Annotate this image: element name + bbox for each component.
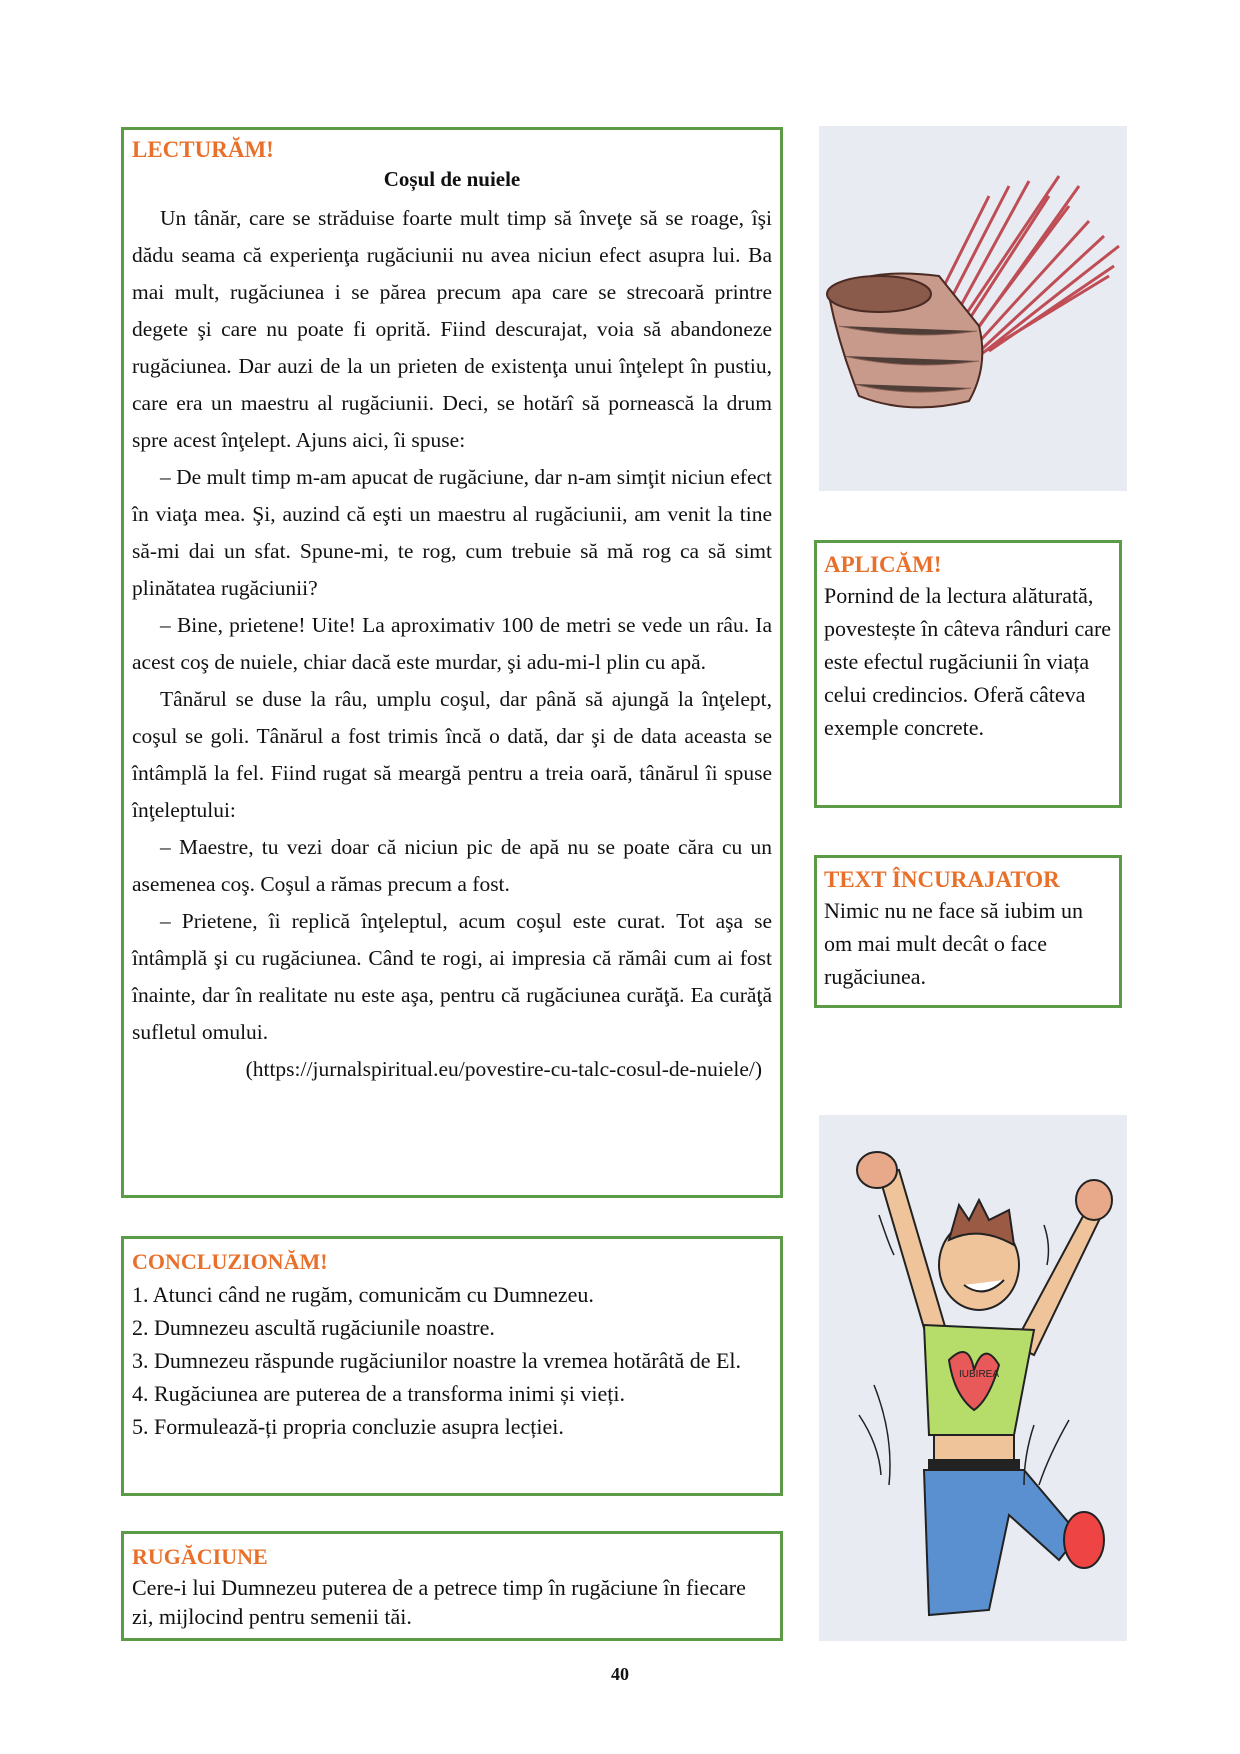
reading-box — [121, 127, 783, 1198]
prayer-heading: RUGĂCIUNE — [132, 1544, 268, 1569]
page-number: 40 — [611, 1664, 629, 1684]
encouraging-text-box — [814, 855, 1122, 1008]
story-paragraph: Tânărul se duse la râu, umplu coşul, dar până să ajungă la înţelept, coşul se goli. Tânărul a fost trimis încă o dată, dar şi de data aceasta se întâmplă la fel. Fiind rugat să meargă pentru a treia oară, tânărul îi spuse înţeleptului: — [132, 687, 772, 822]
story-title: Coșul de nuiele — [383, 167, 521, 191]
conclusion-heading: CONCLUZIONĂM! — [132, 1249, 328, 1274]
apply-heading: APLICĂM! — [824, 552, 942, 577]
conclusion-item: 4. Rugăciunea are puterea de a transforma inimi și vieți. — [132, 1381, 625, 1406]
prayer-text: Cere-i lui Dumnezeu puterea de a petrece timp în rugăciune în fiecare zi, mijlocind pentru semenii tăi. — [132, 1575, 746, 1629]
story-source-link[interactable]: (https://jurnalspiritual.eu/povestire-cu-talc-cosul-de-nuiele/) — [245, 1057, 762, 1081]
encouraging-heading: TEXT ÎNCURAJATOR — [824, 867, 1060, 892]
conclusion-item: 3. Dumnezeu răspunde rugăciunilor noastre la vremea hotărâtă de El. — [132, 1348, 742, 1373]
prayer-box — [121, 1531, 783, 1641]
boy-drawing — [819, 1115, 1127, 1641]
story-paragraph: – Bine, prietene! Uite! La aproximativ 100 de metri se vede un râu. Ia acest coş de nuiele, chiar dacă este murdar, şi adu-mi-l plin cu apă. — [132, 613, 772, 674]
jumping-boy-illustration — [819, 1115, 1127, 1641]
shirt-lettering: IUBIREA — [959, 1369, 1000, 1380]
story-paragraph: – Prietene, îi replică înţeleptul, acum coşul este curat. Tot aşa se întâmplă şi cu rugăciunea. Când te rogi, ai impresia că rămâi cum ai fost înainte, dar în realitate nu este aşa, pentru că rugăciunea curăţă. Ea curăţă sufletul omului. — [132, 909, 772, 1044]
conclusion-item: 5. Formulează-ți propria concluzie asupra lecției. — [132, 1414, 564, 1439]
basket-illustration — [819, 126, 1127, 491]
conclusion-item: 2. Dumnezeu ascultă rugăciunile noastre. — [132, 1315, 495, 1340]
conclusion-box — [121, 1236, 783, 1496]
story-paragraph: – Maestre, tu vezi doar că niciun pic de apă nu se poate căra cu un asemenea coş. Coşul a rămas precum a fost. — [132, 835, 772, 896]
conclusion-item: 1. Atunci când ne rugăm, comunicăm cu Dumnezeu. — [132, 1282, 594, 1307]
apply-box — [814, 540, 1122, 808]
encouraging-text: Nimic nu ne face să iubim un om mai mult decât o face rugăciunea. — [824, 898, 1084, 989]
reading-heading: LECTURĂM! — [132, 137, 274, 162]
apply-text: Pornind de la lectura alăturată, povestește în câteva rânduri care este efectul rugăciunii în viața celui credincios. Oferă câteva exemple concrete. — [824, 583, 1112, 740]
story-paragraph: Un tânăr, care se străduise foarte mult timp să înveţe să se roage, îşi dădu seama că experienţa rugăciunii nu avea niciun efect asupra lui. Ba mai mult, rugăciunea i se părea precum apa care se strecoară printre degete şi care nu poate fi oprită. Fiind descurajat, voia să abandoneze rugăciunea. Dar auzi de la un prieten de existenţa unui înţelept în pustiu, care era un maestru al rugăciunii. Deci, se hotărî să pornească la drum spre acest înţelept. Ajuns aici, îi spuse: — [132, 206, 772, 452]
basket-drawing — [819, 126, 1127, 491]
story-paragraph: – De mult timp m-am apucat de rugăciune, dar n-am simţit niciun efect în viaţa mea. Şi, auzind că eşti un maestru al rugăciunii, am venit la tine să-mi dai un sfat. Spune-mi, te rog, cum trebuie să mă rog ca să simt plinătatea rugăciunii? — [132, 465, 772, 600]
